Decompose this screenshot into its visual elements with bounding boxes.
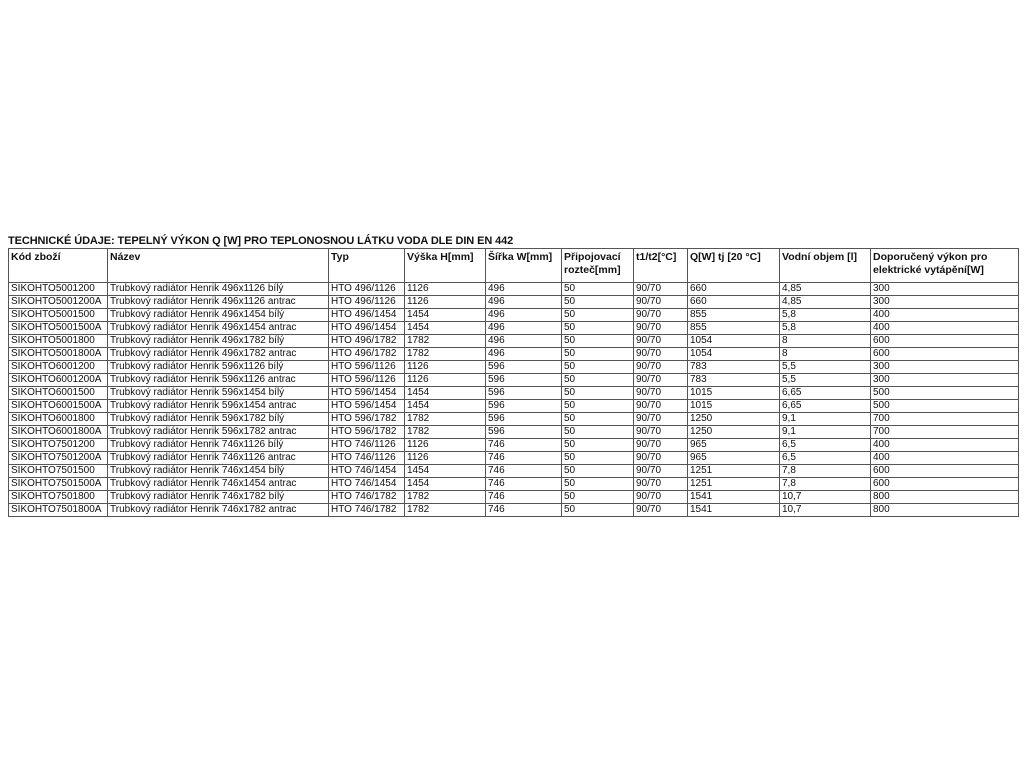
cell-doporuceny-vykon: 600: [871, 335, 1019, 348]
cell-typ: HTO 596/1126: [329, 361, 405, 374]
cell-kod-zbozi: SIKOHTO6001200A: [9, 374, 108, 387]
cell-teploty: 90/70: [634, 413, 688, 426]
cell-vyska: 1454: [405, 387, 486, 400]
cell-sirka: 496: [486, 322, 562, 335]
cell-vykon: 965: [688, 452, 780, 465]
table-row: [9, 465, 1019, 478]
cell-kod-zbozi: SIKOHTO5001200: [9, 283, 108, 296]
cell-nazev: Trubkový radiátor Henrik 496x1782 bílý: [108, 335, 329, 348]
table-row: [9, 491, 1019, 504]
cell-roztec: 50: [562, 504, 634, 517]
cell-kod-zbozi: SIKOHTO7501200A: [9, 452, 108, 465]
cell-teploty: 90/70: [634, 296, 688, 309]
cell-roztec: 50: [562, 374, 634, 387]
cell-typ: HTO 596/1454: [329, 400, 405, 413]
table-row: [9, 335, 1019, 348]
cell-sirka: 496: [486, 348, 562, 361]
cell-sirka: 596: [486, 413, 562, 426]
cell-vykon: 1541: [688, 491, 780, 504]
cell-roztec: 50: [562, 335, 634, 348]
cell-vodni-objem: 5,5: [780, 374, 871, 387]
cell-vyska: 1782: [405, 504, 486, 517]
cell-vodni-objem: 7,8: [780, 465, 871, 478]
cell-vykon: 1015: [688, 387, 780, 400]
cell-vyska: 1126: [405, 361, 486, 374]
cell-sirka: 496: [486, 283, 562, 296]
table-row: [9, 374, 1019, 387]
cell-nazev: Trubkový radiátor Henrik 596x1782 bílý: [108, 413, 329, 426]
cell-vykon: 1250: [688, 413, 780, 426]
cell-vyska: 1454: [405, 309, 486, 322]
cell-typ: HTO 746/1126: [329, 452, 405, 465]
cell-doporuceny-vykon: 300: [871, 283, 1019, 296]
cell-vyska: 1126: [405, 452, 486, 465]
cell-teploty: 90/70: [634, 465, 688, 478]
cell-teploty: 90/70: [634, 309, 688, 322]
cell-kod-zbozi: SIKOHTO5001500A: [9, 322, 108, 335]
header-row: [9, 249, 1019, 283]
cell-kod-zbozi: SIKOHTO7501200: [9, 439, 108, 452]
cell-doporuceny-vykon: 400: [871, 452, 1019, 465]
cell-nazev: Trubkový radiátor Henrik 746x1454 antrac: [108, 478, 329, 491]
cell-kod-zbozi: SIKOHTO7501500: [9, 465, 108, 478]
cell-vykon: 1251: [688, 478, 780, 491]
table-row: [9, 348, 1019, 361]
cell-doporuceny-vykon: 300: [871, 374, 1019, 387]
cell-teploty: 90/70: [634, 322, 688, 335]
table-row: [9, 439, 1019, 452]
cell-vodni-objem: 4,85: [780, 283, 871, 296]
cell-vykon: 1015: [688, 400, 780, 413]
cell-vyska: 1126: [405, 439, 486, 452]
cell-doporuceny-vykon: 500: [871, 387, 1019, 400]
cell-sirka: 496: [486, 309, 562, 322]
cell-vykon: 783: [688, 361, 780, 374]
cell-typ: HTO 496/1782: [329, 335, 405, 348]
cell-roztec: 50: [562, 296, 634, 309]
cell-nazev: Trubkový radiátor Henrik 496x1454 antrac: [108, 322, 329, 335]
cell-nazev: Trubkový radiátor Henrik 596x1126 antrac: [108, 374, 329, 387]
cell-vodni-objem: 9,1: [780, 426, 871, 439]
cell-vykon: 1251: [688, 465, 780, 478]
cell-kod-zbozi: SIKOHTO6001800: [9, 413, 108, 426]
cell-vykon: 855: [688, 309, 780, 322]
table-row: [9, 478, 1019, 491]
header-teploty: t1/t2[°C]: [634, 249, 688, 283]
table-row: [9, 426, 1019, 439]
cell-teploty: 90/70: [634, 361, 688, 374]
cell-sirka: 596: [486, 361, 562, 374]
cell-typ: HTO 746/1782: [329, 504, 405, 517]
cell-nazev: Trubkový radiátor Henrik 596x1454 bílý: [108, 387, 329, 400]
cell-doporuceny-vykon: 500: [871, 400, 1019, 413]
cell-vodni-objem: 6,5: [780, 452, 871, 465]
header-vykon: Q[W] tj [20 °C]: [688, 249, 780, 283]
cell-vodni-objem: 5,5: [780, 361, 871, 374]
cell-vodni-objem: 6,65: [780, 387, 871, 400]
cell-vyska: 1454: [405, 478, 486, 491]
cell-nazev: Trubkový radiátor Henrik 496x1782 antrac: [108, 348, 329, 361]
header-vyska: Výška H[mm]: [405, 249, 486, 283]
cell-typ: HTO 746/1454: [329, 478, 405, 491]
cell-vykon: 1541: [688, 504, 780, 517]
cell-vyska: 1454: [405, 465, 486, 478]
cell-typ: HTO 596/1782: [329, 413, 405, 426]
cell-vyska: 1126: [405, 374, 486, 387]
cell-kod-zbozi: SIKOHTO5001800A: [9, 348, 108, 361]
cell-teploty: 90/70: [634, 426, 688, 439]
header-sirka: Šířka W[mm]: [486, 249, 562, 283]
cell-teploty: 90/70: [634, 387, 688, 400]
cell-roztec: 50: [562, 478, 634, 491]
header-nazev: Název: [108, 249, 329, 283]
table-row: [9, 283, 1019, 296]
cell-kod-zbozi: SIKOHTO6001800A: [9, 426, 108, 439]
cell-typ: HTO 496/1126: [329, 296, 405, 309]
cell-vykon: 1250: [688, 426, 780, 439]
cell-doporuceny-vykon: 800: [871, 504, 1019, 517]
table-row: [9, 309, 1019, 322]
cell-nazev: Trubkový radiátor Henrik 596x1454 antrac: [108, 400, 329, 413]
cell-doporuceny-vykon: 800: [871, 491, 1019, 504]
cell-teploty: 90/70: [634, 491, 688, 504]
cell-kod-zbozi: SIKOHTO6001500A: [9, 400, 108, 413]
cell-roztec: 50: [562, 465, 634, 478]
cell-doporuceny-vykon: 400: [871, 439, 1019, 452]
cell-doporuceny-vykon: 600: [871, 478, 1019, 491]
table-row: [9, 322, 1019, 335]
cell-sirka: 596: [486, 387, 562, 400]
table-row: [9, 400, 1019, 413]
table-title: TECHNICKÉ ÚDAJE: TEPELNÝ VÝKON Q [W] PRO TEPLONOSNOU LÁTKU VODA DLE DIN EN 442: [8, 235, 514, 247]
cell-teploty: 90/70: [634, 348, 688, 361]
table-row: [9, 504, 1019, 517]
cell-vyska: 1126: [405, 296, 486, 309]
cell-vodni-objem: 10,7: [780, 504, 871, 517]
cell-sirka: 496: [486, 296, 562, 309]
table-row: [9, 296, 1019, 309]
cell-vodni-objem: 5,8: [780, 322, 871, 335]
cell-roztec: 50: [562, 283, 634, 296]
cell-vodni-objem: 8: [780, 348, 871, 361]
header-pripojovaci-roztec: Připojovací rozteč[mm]: [562, 249, 634, 283]
cell-roztec: 50: [562, 426, 634, 439]
cell-nazev: Trubkový radiátor Henrik 496x1454 bílý: [108, 309, 329, 322]
cell-doporuceny-vykon: 700: [871, 426, 1019, 439]
cell-vykon: 1054: [688, 348, 780, 361]
cell-typ: HTO 496/1126: [329, 283, 405, 296]
cell-typ: HTO 746/1126: [329, 439, 405, 452]
cell-vykon: 660: [688, 283, 780, 296]
cell-teploty: 90/70: [634, 400, 688, 413]
cell-nazev: Trubkový radiátor Henrik 496x1126 bílý: [108, 283, 329, 296]
cell-teploty: 90/70: [634, 335, 688, 348]
cell-doporuceny-vykon: 400: [871, 309, 1019, 322]
cell-nazev: Trubkový radiátor Henrik 746x1782 antrac: [108, 504, 329, 517]
cell-kod-zbozi: SIKOHTO5001200A: [9, 296, 108, 309]
cell-doporuceny-vykon: 400: [871, 322, 1019, 335]
cell-sirka: 746: [486, 439, 562, 452]
cell-teploty: 90/70: [634, 439, 688, 452]
cell-vykon: 783: [688, 374, 780, 387]
cell-typ: HTO 596/1126: [329, 374, 405, 387]
cell-vodni-objem: 5,8: [780, 309, 871, 322]
cell-vykon: 1054: [688, 335, 780, 348]
cell-sirka: 596: [486, 400, 562, 413]
cell-vyska: 1782: [405, 426, 486, 439]
cell-sirka: 746: [486, 465, 562, 478]
cell-typ: HTO 496/1454: [329, 309, 405, 322]
cell-doporuceny-vykon: 300: [871, 296, 1019, 309]
cell-typ: HTO 596/1454: [329, 387, 405, 400]
cell-vodni-objem: 7,8: [780, 478, 871, 491]
table-row: [9, 361, 1019, 374]
cell-sirka: 746: [486, 504, 562, 517]
cell-roztec: 50: [562, 387, 634, 400]
cell-kod-zbozi: SIKOHTO6001500: [9, 387, 108, 400]
cell-nazev: Trubkový radiátor Henrik 746x1782 bílý: [108, 491, 329, 504]
cell-teploty: 90/70: [634, 478, 688, 491]
cell-doporuceny-vykon: 600: [871, 465, 1019, 478]
cell-vodni-objem: 9,1: [780, 413, 871, 426]
table-row: [9, 413, 1019, 426]
cell-kod-zbozi: SIKOHTO6001200: [9, 361, 108, 374]
cell-kod-zbozi: SIKOHTO5001500: [9, 309, 108, 322]
cell-vykon: 855: [688, 322, 780, 335]
cell-sirka: 746: [486, 478, 562, 491]
cell-vodni-objem: 6,65: [780, 400, 871, 413]
cell-nazev: Trubkový radiátor Henrik 596x1126 bílý: [108, 361, 329, 374]
cell-kod-zbozi: SIKOHTO7501500A: [9, 478, 108, 491]
cell-vodni-objem: 6,5: [780, 439, 871, 452]
cell-nazev: Trubkový radiátor Henrik 746x1126 bílý: [108, 439, 329, 452]
cell-kod-zbozi: SIKOHTO5001800: [9, 335, 108, 348]
cell-doporuceny-vykon: 600: [871, 348, 1019, 361]
cell-roztec: 50: [562, 439, 634, 452]
cell-doporuceny-vykon: 700: [871, 413, 1019, 426]
cell-roztec: 50: [562, 361, 634, 374]
cell-nazev: Trubkový radiátor Henrik 746x1454 bílý: [108, 465, 329, 478]
cell-vyska: 1454: [405, 322, 486, 335]
cell-sirka: 596: [486, 426, 562, 439]
cell-teploty: 90/70: [634, 504, 688, 517]
cell-sirka: 746: [486, 491, 562, 504]
cell-vodni-objem: 10,7: [780, 491, 871, 504]
cell-sirka: 496: [486, 335, 562, 348]
cell-teploty: 90/70: [634, 374, 688, 387]
table-row: [9, 452, 1019, 465]
cell-roztec: 50: [562, 452, 634, 465]
cell-typ: HTO 746/1454: [329, 465, 405, 478]
cell-typ: HTO 746/1782: [329, 491, 405, 504]
spec-sheet: [8, 234, 1018, 517]
cell-roztec: 50: [562, 413, 634, 426]
cell-vyska: 1454: [405, 400, 486, 413]
cell-teploty: 90/70: [634, 283, 688, 296]
header-vodni-objem: Vodní objem [l]: [780, 249, 871, 283]
cell-vykon: 660: [688, 296, 780, 309]
cell-nazev: Trubkový radiátor Henrik 496x1126 antrac: [108, 296, 329, 309]
cell-vodni-objem: 4,85: [780, 296, 871, 309]
cell-typ: HTO 496/1782: [329, 348, 405, 361]
cell-typ: HTO 596/1782: [329, 426, 405, 439]
table-row: [9, 387, 1019, 400]
cell-vyska: 1782: [405, 348, 486, 361]
header-typ: Typ: [329, 249, 405, 283]
table-body: [9, 283, 1019, 517]
cell-nazev: Trubkový radiátor Henrik 746x1126 antrac: [108, 452, 329, 465]
cell-vyska: 1126: [405, 283, 486, 296]
cell-roztec: 50: [562, 309, 634, 322]
cell-vodni-objem: 8: [780, 335, 871, 348]
cell-vykon: 965: [688, 439, 780, 452]
header-doporuceny-vykon: Doporučený výkon pro elektrické vytápění[W]: [871, 249, 1019, 283]
cell-sirka: 596: [486, 374, 562, 387]
spec-table: [8, 248, 1019, 517]
cell-roztec: 50: [562, 348, 634, 361]
cell-roztec: 50: [562, 491, 634, 504]
cell-roztec: 50: [562, 400, 634, 413]
cell-vyska: 1782: [405, 413, 486, 426]
cell-roztec: 50: [562, 322, 634, 335]
cell-doporuceny-vykon: 300: [871, 361, 1019, 374]
cell-vyska: 1782: [405, 335, 486, 348]
cell-typ: HTO 496/1454: [329, 322, 405, 335]
cell-nazev: Trubkový radiátor Henrik 596x1782 antrac: [108, 426, 329, 439]
cell-kod-zbozi: SIKOHTO7501800: [9, 491, 108, 504]
cell-vyska: 1782: [405, 491, 486, 504]
header-kod-zbozi: Kód zboží: [9, 249, 108, 283]
cell-sirka: 746: [486, 452, 562, 465]
cell-teploty: 90/70: [634, 452, 688, 465]
cell-kod-zbozi: SIKOHTO7501800A: [9, 504, 108, 517]
